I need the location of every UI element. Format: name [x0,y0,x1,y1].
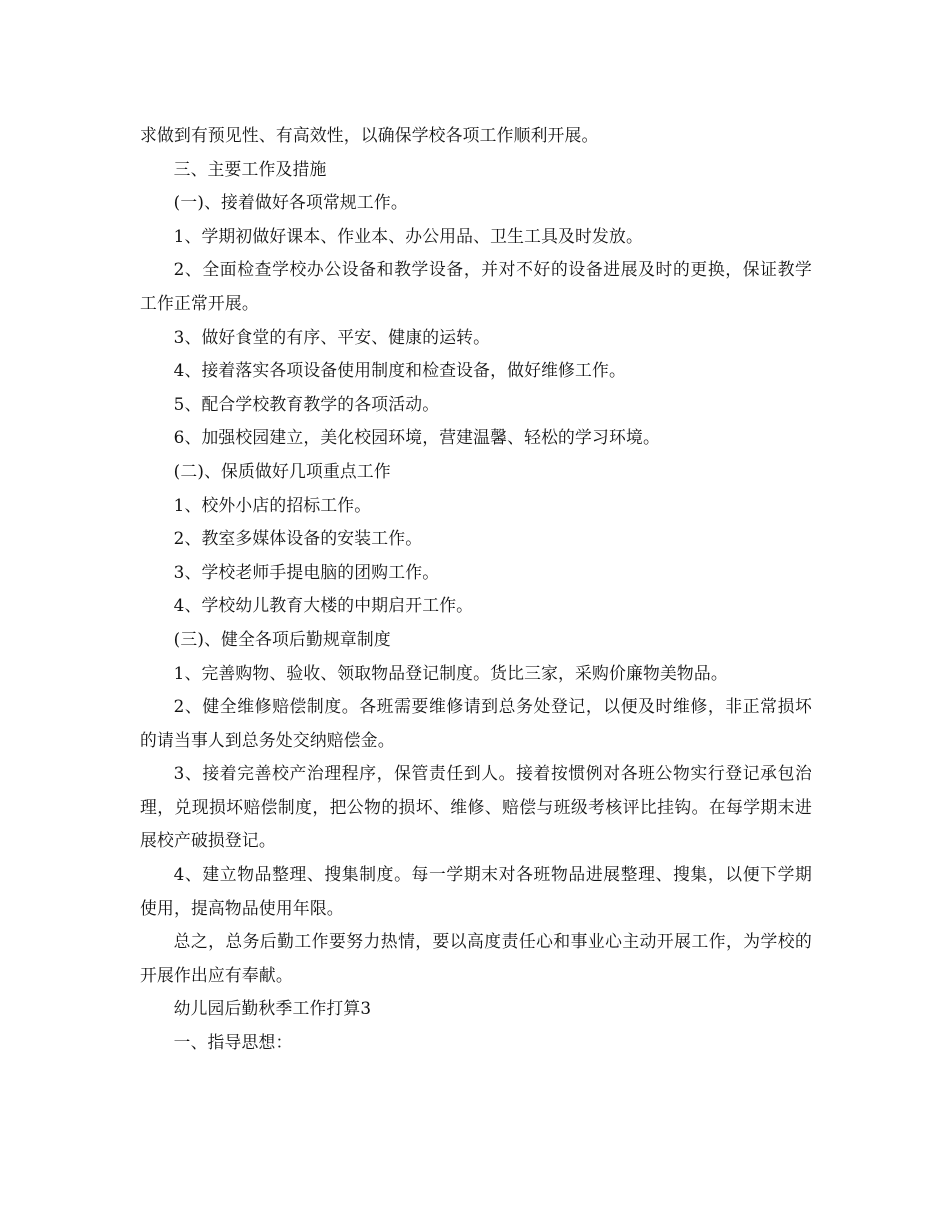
list-item: 2、全面检查学校办公设备和教学设备，并对不好的设备进展及时的更换，保证教学工作正常开展。 [140,259,812,313]
list-item: 2、健全维修赔偿制度。各班需要维修请到总务处登记，以便及时维修，非正常损坏的请当事人到总务处交纳赔偿金。 [140,696,812,750]
subsection-heading-key-work: (二)、保质做好几项重点工作 [173,460,391,481]
document-title: 幼儿园后勤秋季工作打算3 [173,998,372,1019]
list-item: 5、配合学校教育教学的各项活动。 [173,393,440,414]
list-item: 4、学校幼儿教育大楼的中期启开工作。 [173,595,474,616]
list-item: 3、接着完善校产治理程序，保管责任到人。接着按惯例对各班公物实行登记承包治理，兑现损坏赔偿制度，把公物的损坏、维修、赔偿与班级考核评比挂钩。在每学期末进展校产破损登记。 [140,763,812,851]
section-heading-main-work: 三、主要工作及措施 [173,158,327,179]
section-heading-guiding-ideology: 一、指导思想： [173,1032,293,1053]
list-item: 1、完善购物、验收、领取物品登记制度。货比三家，采购价廉物美物品。 [173,662,728,683]
list-item: 3、做好食堂的有序、平安、健康的运转。 [173,326,491,347]
list-item: 4、接着落实各项设备使用制度和检查设备，做好维修工作。 [173,360,626,381]
paragraph-continuation: 求做到有预见性、有高效性，以确保学校各项工作顺利开展。 [140,125,599,145]
subsection-heading-regulations: (三)、健全各项后勤规章制度 [173,628,391,649]
list-item: 1、校外小店的招标工作。 [173,494,372,515]
list-item: 2、教室多媒体设备的安装工作。 [173,528,423,549]
paragraph-summary: 总之，总务后勤工作要努力热情，要以高度责任心和事业心主动开展工作，为学校的开展作出应有奉献。 [140,931,812,985]
list-item: 1、学期初做好课本、作业本、办公用品、卫生工具及时发放。 [173,225,643,246]
subsection-heading-routine-work: (一)、接着做好各项常规工作。 [173,192,408,213]
document-body [140,119,812,1060]
list-item: 3、学校老师手提电脑的团购工作。 [173,561,440,582]
list-item: 4、建立物品整理、搜集制度。每一学期末对各班物品进展整理、搜集，以便下学期使用，提高物品使用年限。 [140,864,812,918]
list-item: 6、加强校园建立，美化校园环境，营建温馨、轻松的学习环境。 [173,427,660,448]
